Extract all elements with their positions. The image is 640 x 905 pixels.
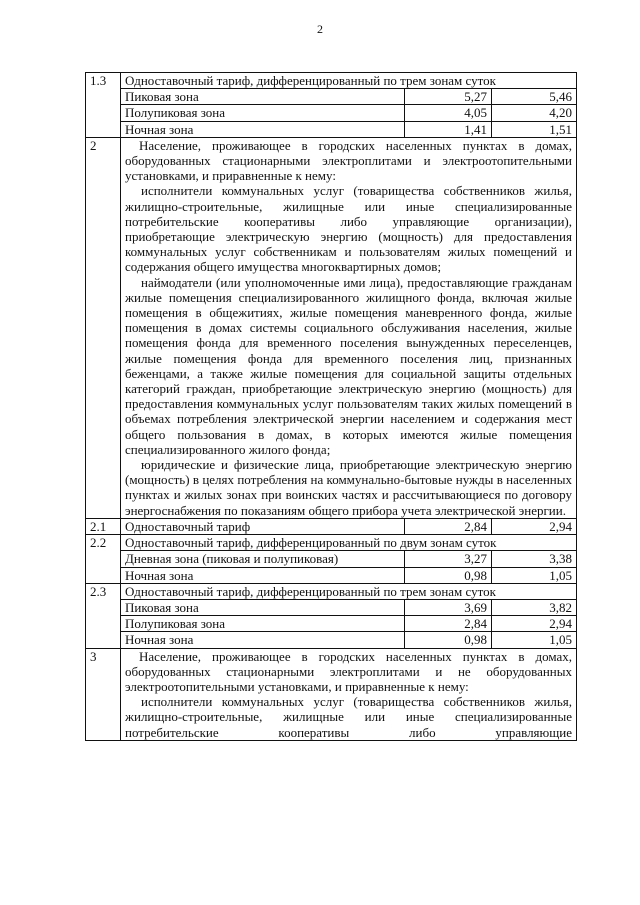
tariff-value: 3,38 xyxy=(492,551,577,567)
table-row xyxy=(86,648,577,740)
page-number: 2 xyxy=(317,22,323,36)
table-row xyxy=(86,599,577,615)
row-title: Одноставочный тариф, дифференцированный по двум зонам суток xyxy=(121,535,577,551)
zone-label: Дневная зона (пиковая и полупиковая) xyxy=(121,551,405,567)
tariff-value: 0,98 xyxy=(405,632,492,648)
table-row xyxy=(86,137,577,518)
tariff-value: 5,46 xyxy=(492,89,577,105)
table-row xyxy=(86,121,577,137)
paragraph: Население, проживающее в городских населенных пунктах в домах, оборудованных стационарными электроплитами и не оборудованных электроотопительными установками, и приравненные к нему: xyxy=(125,648,572,694)
table-row xyxy=(86,616,577,632)
row-number: 2.2 xyxy=(86,535,121,584)
table-row xyxy=(86,89,577,105)
tariff-value: 3,82 xyxy=(492,599,577,615)
zone-label: Ночная зона xyxy=(121,567,405,583)
tariff-value: 1,51 xyxy=(492,121,577,137)
tariff-value: 1,05 xyxy=(492,567,577,583)
row-number: 2 xyxy=(86,137,121,518)
table-row xyxy=(86,535,577,551)
zone-label: Полупиковая зона xyxy=(121,616,405,632)
zone-label: Пиковая зона xyxy=(121,599,405,615)
tariff-value: 5,27 xyxy=(405,89,492,105)
table-row xyxy=(86,105,577,121)
row-number: 2.3 xyxy=(86,583,121,648)
paragraph: исполнители коммунальных услуг (товарищества собственников жилья, жилищно-строительные, жилищные или иные специализированные потребительские кооперативы либо управляющие организации), приобретающие электрическую энергию (мощность) для предоставления коммунальных услуг собственникам и пользователям жилых помещений и содержания общего имущества многоквартирных домов; xyxy=(125,183,572,275)
table-row xyxy=(86,551,577,567)
tariff-value: 2,94 xyxy=(492,616,577,632)
row-title: Одноставочный тариф xyxy=(121,518,405,534)
paragraph: наймодатели (или уполномоченные ими лица), предоставляющие гражданам жилые помещения специализированного жилищного фонда, включая жилые помещения в общежитиях, жилые помещения маневренного фонда, жилые помещения в домах системы социального обслуживания населения, жилые помещения фонда для временного поселения вынужденных переселенцев, жилые помещения фонда для временного поселения лиц, признанных беженцами, а также жилые помещения для социальной защиты отдельных категорий граждан, приобретающие электрическую энергию (мощность) для предоставления коммунальных услуг пользователям таких жилых помещений в объемах потребления электрической энергии населением и содержания мест общего пользования в домах, в которых имеются жилые помещения специализированного жилого фонда; xyxy=(125,274,572,457)
category-description xyxy=(121,137,577,518)
tariff-value: 3,27 xyxy=(405,551,492,567)
tariff-value: 2,84 xyxy=(405,518,492,534)
zone-label: Пиковая зона xyxy=(121,89,405,105)
paragraph: юридические и физические лица, приобретающие электрическую энергию (мощность) в целях потребления на коммунально-бытовые нужды в населенных пунктах и жилых зонах при воинских частях и рассчитывающиеся по договору энергоснабжения по показаниям общего прибора учета электрической энергии. xyxy=(125,457,572,518)
zone-label: Полупиковая зона xyxy=(121,105,405,121)
tariff-table xyxy=(85,72,577,741)
zone-label: Ночная зона xyxy=(121,121,405,137)
tariff-value: 2,94 xyxy=(492,518,577,534)
paragraph: Население, проживающее в городских населенных пунктах в домах, оборудованных стационарными электроплитами и электроотопительными установками, и приравненные к нему: xyxy=(125,137,572,184)
zone-label: Ночная зона xyxy=(121,632,405,648)
paragraph: исполнители коммунальных услуг (товарищества собственников жилья, жилищно-строительные, жилищные или иные специализированные потребительские кооперативы либо управляющие xyxy=(125,694,572,740)
row-number: 3 xyxy=(86,648,121,740)
tariff-value: 1,05 xyxy=(492,632,577,648)
tariff-value: 3,69 xyxy=(405,599,492,615)
row-title: Одноставочный тариф, дифференцированный по трем зонам суток xyxy=(121,73,577,89)
tariff-value: 1,41 xyxy=(405,121,492,137)
tariff-value: 4,20 xyxy=(492,105,577,121)
table-row xyxy=(86,518,577,534)
table-row xyxy=(86,73,577,89)
table-row xyxy=(86,632,577,648)
category-description xyxy=(121,648,577,740)
tariff-value: 2,84 xyxy=(405,616,492,632)
tariff-value: 4,05 xyxy=(405,105,492,121)
row-number: 1.3 xyxy=(86,73,121,138)
table-row xyxy=(86,567,577,583)
row-title: Одноставочный тариф, дифференцированный по трем зонам суток xyxy=(121,583,577,599)
row-number: 2.1 xyxy=(86,518,121,534)
tariff-value: 0,98 xyxy=(405,567,492,583)
table-row xyxy=(86,583,577,599)
